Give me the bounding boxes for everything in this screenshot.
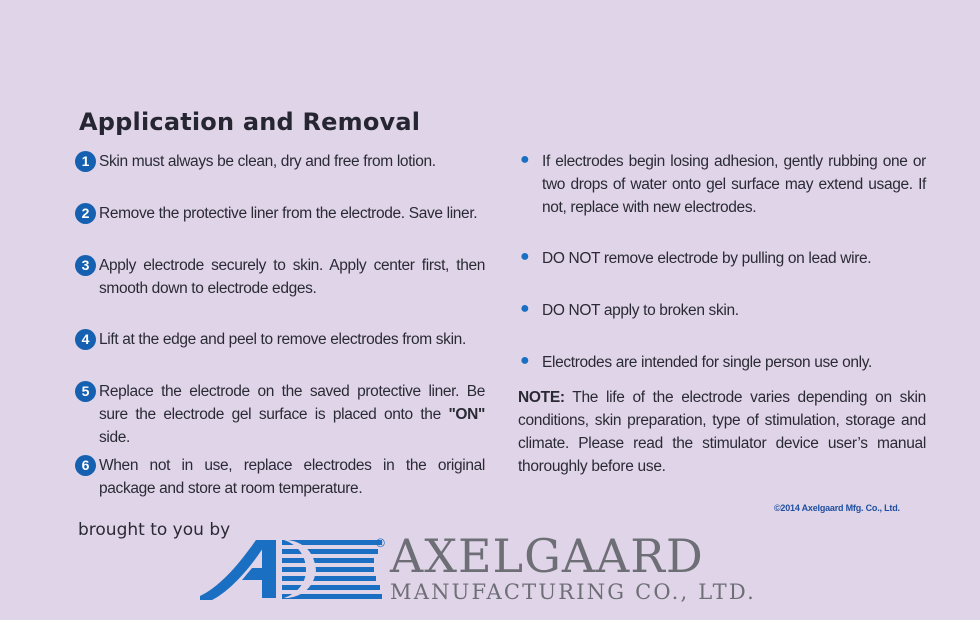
tip-4 [518, 351, 926, 374]
bullet-icon: ● [520, 248, 530, 265]
step-text-5-after: side. [99, 429, 130, 446]
step-number-5: 5 [75, 381, 96, 402]
step-number-6: 6 [75, 455, 96, 476]
tip-3 [518, 299, 926, 322]
brought-to-you-by: brought to you by [78, 520, 231, 540]
tip-text-1: If electrodes begin losing adhesion, gently rubbing one or two drops of water onto gel surface may extend usage. If not, replace with new electrodes. [542, 153, 926, 216]
brand-subtitle: MANUFACTURING CO., LTD. [390, 580, 757, 604]
tip-text-3: DO NOT apply to broken skin. [542, 302, 739, 319]
step-text-6: When not in use, replace electrodes in the original package and store at room temperature. [99, 457, 485, 497]
page-title: Application and Removal [79, 108, 421, 136]
axelgaard-logo-icon [198, 536, 383, 602]
step-4 [75, 328, 485, 351]
brand-name: AXELGAARD [390, 529, 704, 583]
step-number-4: 4 [75, 329, 96, 350]
copyright: ©2014 Axelgaard Mfg. Co., Ltd. [774, 503, 900, 513]
step-text-2: Remove the protective liner from the electrode. Save liner. [99, 205, 478, 222]
bullet-icon: ● [520, 300, 530, 317]
step-number-1: 1 [75, 151, 96, 172]
step-number-2: 2 [75, 203, 96, 224]
bullet-icon: ● [520, 151, 530, 168]
step-text-5 [99, 380, 485, 449]
step-3 [75, 254, 485, 300]
step-text-5-bold: "ON" [448, 406, 485, 423]
step-text-3: Apply electrode securely to skin. Apply center first, then smooth down to electrode edges. [99, 257, 485, 297]
bullet-icon: ● [520, 352, 530, 369]
tip-2 [518, 247, 926, 270]
step-5 [75, 380, 485, 449]
step-1 [75, 150, 485, 173]
note-label: NOTE: [518, 389, 565, 406]
tip-text-2: DO NOT remove electrode by pulling on lead wire. [542, 250, 872, 267]
tip-1 [518, 150, 926, 219]
registered-mark: ® [376, 536, 385, 550]
step-text-1: Skin must always be clean, dry and free from lotion. [99, 153, 436, 170]
step-number-3: 3 [75, 255, 96, 276]
note-paragraph [518, 386, 926, 478]
step-6 [75, 454, 485, 500]
step-text-4: Lift at the edge and peel to remove electrodes from skin. [99, 331, 466, 348]
step-2 [75, 202, 485, 225]
tip-text-4: Electrodes are intended for single person use only. [542, 354, 872, 371]
step-text-5-before: Replace the electrode on the saved protective liner. Be sure the electrode gel surface is placed onto the [99, 383, 485, 423]
note-text: The life of the electrode varies depending on skin conditions, skin preparation, type of stimulation, storage and climate. Please read the stimulator device user’s manual thoroughly before use. [518, 389, 926, 475]
